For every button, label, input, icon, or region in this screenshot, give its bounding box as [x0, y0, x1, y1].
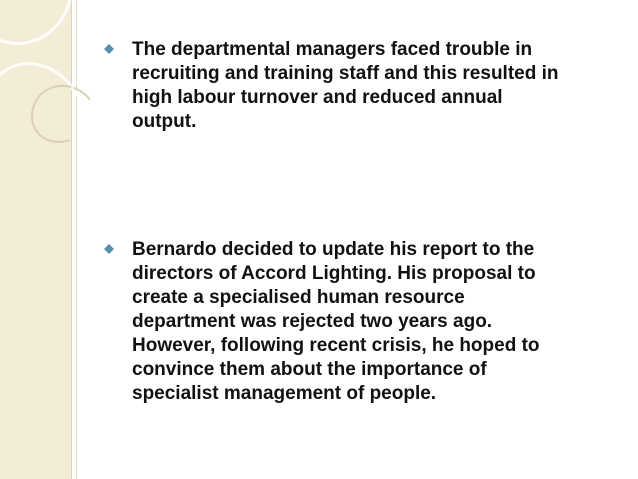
diamond-bullet-icon — [104, 244, 113, 253]
bullet-text: Bernardo decided to update his report to the directors of Accord Lighting. His proposal to create a specialised human resource department was rejected two years ago. However, following recent crisis, he hoped to convince them about the importance of specialist management of people. — [132, 239, 540, 404]
decorative-swirl-icon — [0, 0, 110, 160]
diamond-bullet-icon — [104, 44, 113, 53]
bullet-text: The departmental managers faced trouble in recruiting and training staff and this resulted in high labour turnover and reduced annual output. — [132, 39, 559, 132]
